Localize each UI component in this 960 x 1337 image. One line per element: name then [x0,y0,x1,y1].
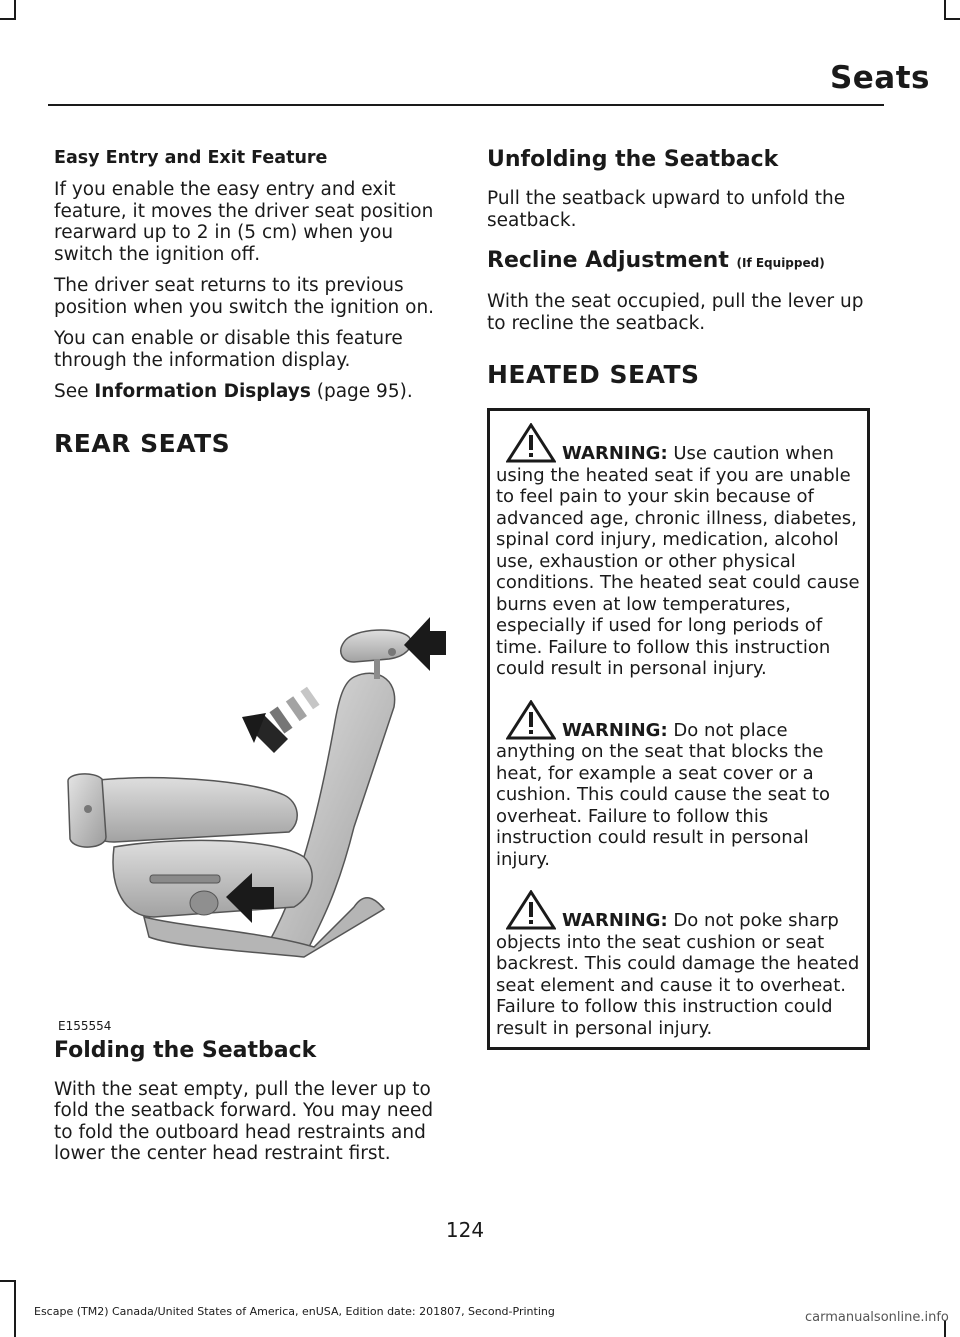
warning-item [496,888,861,1039]
header-divider [48,104,884,106]
see-reference [54,381,446,403]
warning-triangle-icon [506,700,556,740]
release-lever [150,875,220,883]
easy-entry-paragraph-3: You can enable or disable this feature through the information display. [54,328,403,371]
right-column [487,146,879,1050]
warning-box [487,408,870,1050]
recline-text: With the seat occupied, pull the lever up to recline the seatback. [487,291,864,334]
easy-entry-paragraph-1: If you enable the easy entry and exit feature, it moves the driver seat position rearward up to 2 in (5 cm) when you switch the ignition off. [54,179,434,265]
rear-seats-heading: REAR SEATS [54,428,231,458]
crop-mark [14,0,16,20]
seat-cushion-top [74,777,297,841]
figure-id: E155554 [58,1018,112,1033]
recline-title: Recline Adjustment [487,248,729,273]
folding-seatback-heading: Folding the Seatback [54,1037,317,1063]
folding-seatback-text: With the seat empty, pull the lever up to fold the seatback forward. You may need to fold the outboard head restraints and lower the center head restraint first. [54,1078,434,1164]
crop-mark [14,1280,16,1337]
head-restraint-arrow [404,617,446,671]
warning-triangle-icon [506,890,556,930]
unfolding-seatback-text: Pull the seatback upward to unfold the seatback. [487,188,846,231]
easy-entry-paragraph-2: The driver seat returns to its previous position when you switch the ignition on. [54,275,435,318]
information-displays-link[interactable]: Information Displays [94,381,311,402]
page-title: Seats [829,60,930,96]
if-equipped-note: (If Equipped) [736,256,825,270]
warning-text: Do not place anything on the seat that blocks the heat, for example a seat cover or a cushion. This could cause the seat to overheat. Failure to follow this instruction could result in personal injury. [496,719,831,870]
warning-text: Use caution when using the heated seat if you are unable to feel pain to your skin because of advanced age, chronic illness, diabetes, spinal cord injury, medication, alcohol use, exhaustion or other physical conditions. The heated seat could cause burns even at low temperatures, especially if used for long periods of time. Failure to follow this instruction could result in personal injury. [496,443,860,679]
warning-text: Do not poke sharp objects into the seat cushion or seat backrest. This could damage the heated seat element and cause it to overheat. Failure to follow this instruction could result in personal injury. [496,910,860,1039]
easy-entry-heading: Easy Entry and Exit Feature [54,148,328,168]
crop-mark [0,18,16,20]
head-restraint [341,630,411,662]
recline-adjustment-heading [487,247,879,277]
see-suffix: (page 95). [310,381,413,402]
unfolding-seatback-heading: Unfolding the Seatback [487,147,779,172]
warning-triangle-icon [506,423,556,463]
fold-direction-arrow [242,686,320,752]
warning-label: WARNING: [562,443,668,464]
crop-mark [944,18,960,20]
left-column [54,146,446,1175]
warning-item [496,698,861,871]
warning-label: WARNING: [562,719,668,741]
warning-label: WARNING: [562,910,668,931]
see-prefix: See [54,381,95,402]
page-number: 124 [445,1218,485,1242]
crop-mark [944,0,946,20]
seat-diagram [54,477,446,1037]
edition-info: Escape (TM2) Canada/United States of America, enUSA, Edition date: 201807, Second-Printing [34,1305,555,1318]
heated-seats-heading: HEATED SEATS [487,360,700,389]
watermark-site: carmanualsonline.info [805,1310,949,1325]
rear-seat-illustration [54,477,446,1037]
warning-item [496,421,861,680]
crop-mark [0,1280,16,1282]
